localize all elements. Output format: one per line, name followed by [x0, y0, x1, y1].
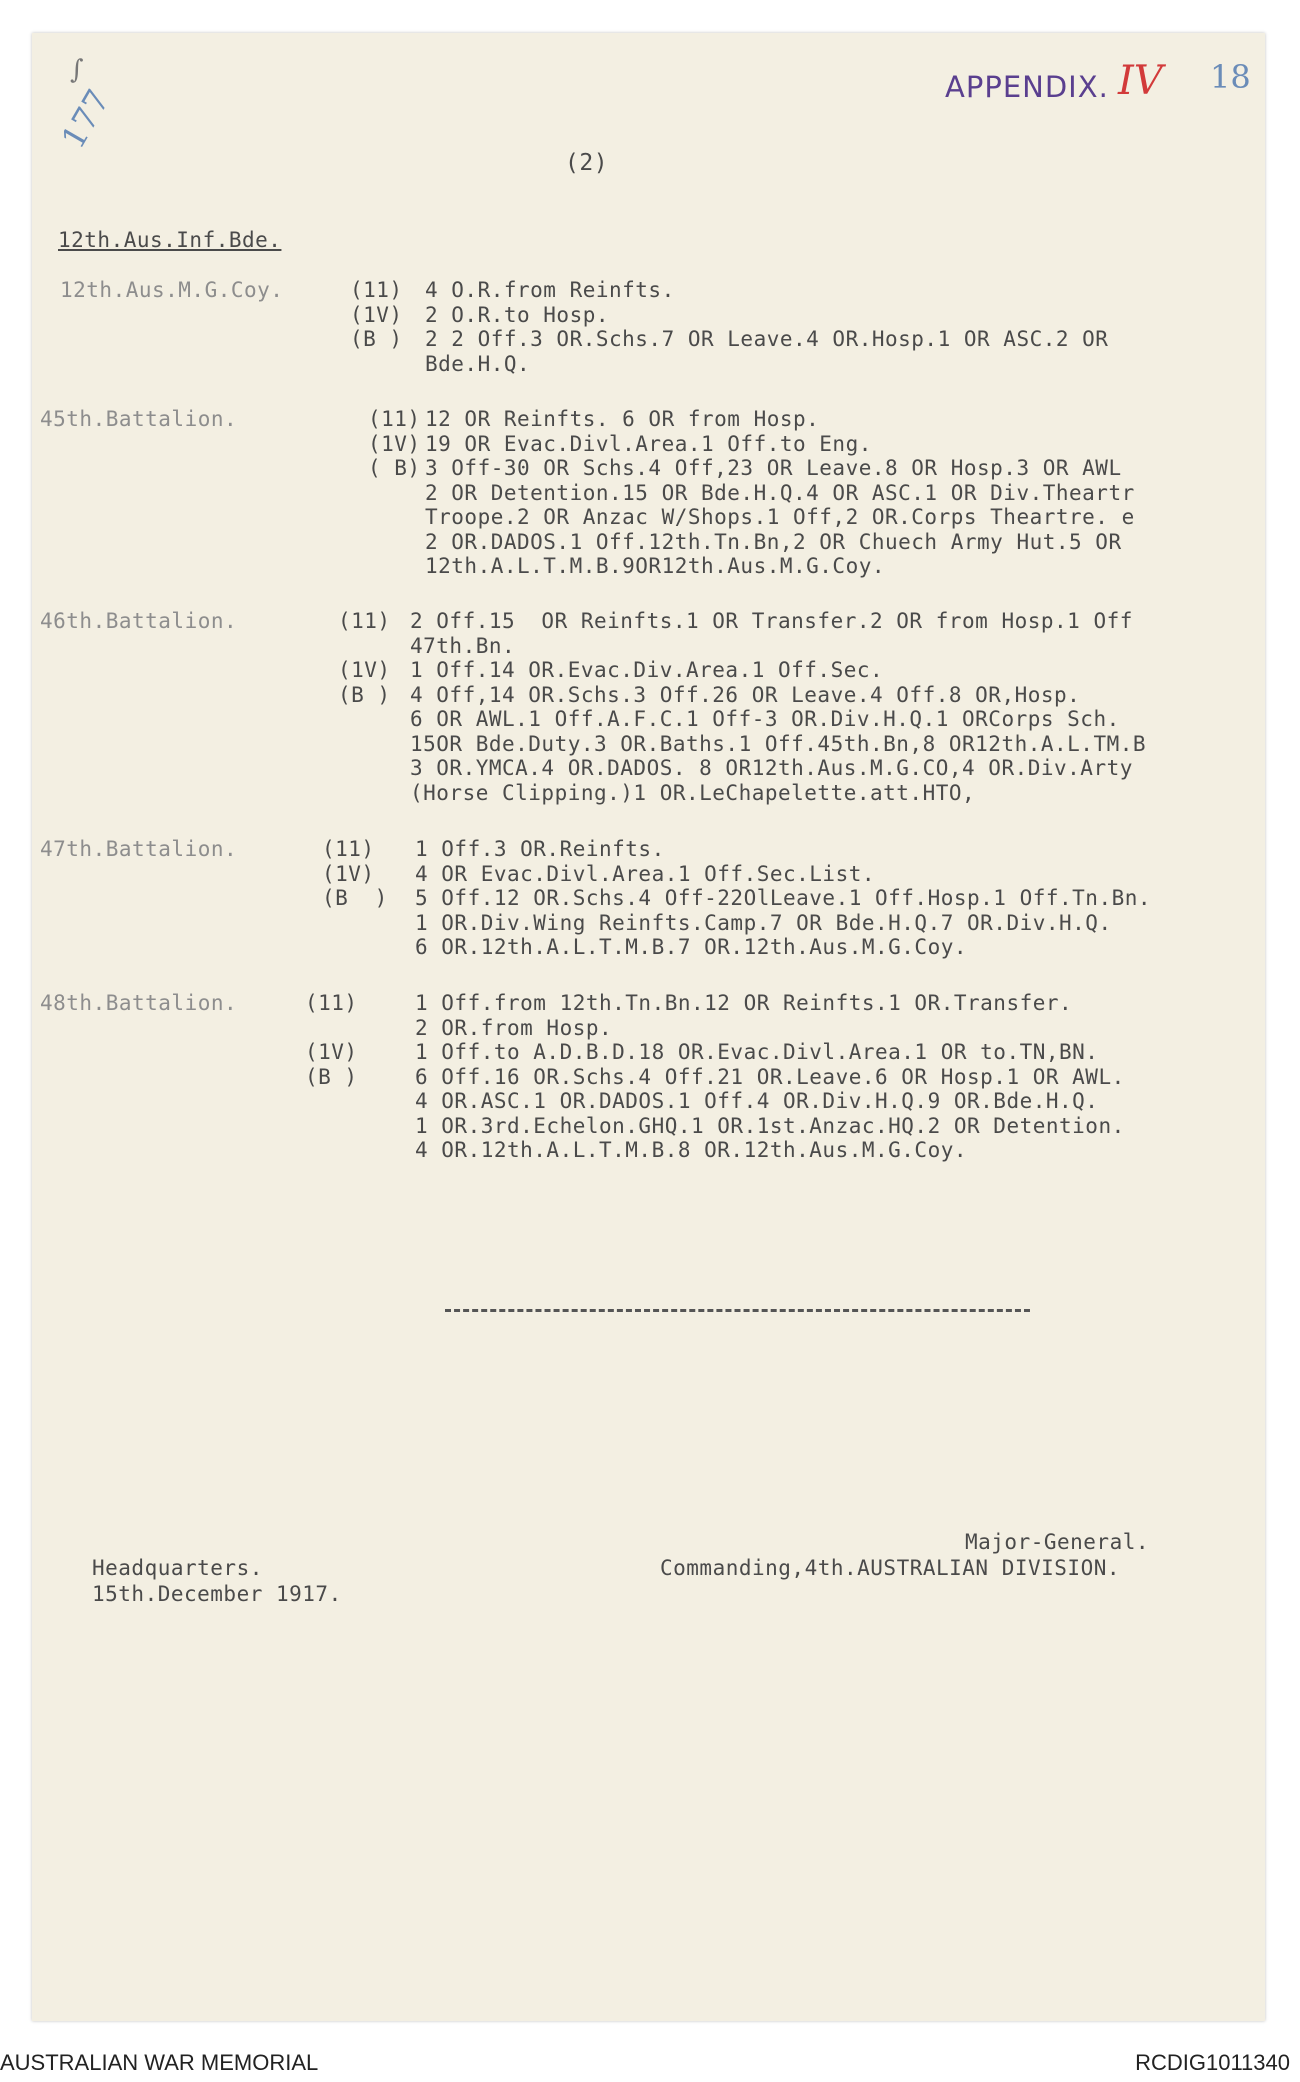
entry-text: 4 OR.ASC.1 OR.DADOS.1 Off.4 OR.Div.H.Q.9 OR.Bde.H.Q. [415, 1089, 1099, 1113]
entry-text: 47th.Bn. [410, 633, 516, 658]
entry-text: 15OR Bde.Duty.3 OR.Baths.1 Off.45th.Bn,8 OR12th.A.L.TM.B [410, 731, 1147, 756]
page-number: (2) [565, 150, 609, 176]
entry-code: (1V) [322, 861, 375, 886]
entry-text: 4 O.R.from Reinfts. [425, 278, 675, 302]
entry-text: 3 OR.YMCA.4 OR.DADOS. 8 OR12th.Aus.M.G.CO,4 OR.Div.Arty [410, 756, 1133, 780]
entry-code: (1V) [338, 658, 391, 682]
entry-text: 4 Off,14 OR.Schs.3 Off.26 OR Leave.4 Off.8 OR,Hosp. [410, 682, 1081, 707]
footer-institution: AUSTRALIAN WAR MEMORIAL [0, 2050, 319, 2075]
entry-text: (Horse Clipping.)1 OR.LeChapelette.att.HTO, [410, 780, 976, 805]
entry-code: (11) [322, 837, 375, 861]
entry-text: 2 OR.DADOS.1 Off.12th.Tn.Bn,2 OR Chuech Army Hut.5 OR [425, 529, 1122, 554]
entry-text: 4 OR.12th.A.L.T.M.B.8 OR.12th.Aus.M.G.Coy. [415, 1138, 968, 1162]
entry-text: 12th.A.L.T.M.B.9OR12th.Aus.M.G.Coy. [425, 554, 886, 578]
signature-right-2: Commanding,4th.AUSTRALIAN DIVISION. [660, 1556, 1121, 1580]
entry-text: Bde.H.Q. [425, 351, 531, 376]
divider-line [445, 1309, 1030, 1312]
entry-text: 5 Off.12 OR.Schs.4 Off-22OlLeave.1 Off.Hosp.1 Off.Tn.Bn. [415, 886, 1152, 910]
entry-text: 6 OR.12th.A.L.T.M.B.7 OR.12th.Aus.M.G.Coy. [415, 935, 968, 959]
entry-text: 19 OR Evac.Divl.Area.1 Off.to Eng. [425, 431, 872, 456]
brigade-heading: 12th.Aus.Inf.Bde. [58, 228, 282, 252]
entry-text: 1 Off.from 12th.Tn.Bn.12 OR Reinfts.1 OR.Transfer. [415, 991, 1073, 1015]
appendix-stamp: APPENDIX. [945, 70, 1109, 104]
signature-left-1: Headquarters. [92, 1556, 263, 1580]
entry-text: 4 OR Evac.Divl.Area.1 Off.Sec.List. [415, 861, 876, 886]
entry-code: (11) [350, 278, 403, 302]
entry-code: (1V) [305, 1040, 358, 1064]
entry-text: 1 Off.to A.D.B.D.18 OR.Evac.Divl.Area.1 OR to.TN,BN. [415, 1040, 1099, 1064]
appendix-numeral: IV [1118, 58, 1163, 104]
unit-name: 47th.Battalion. [40, 837, 238, 861]
entry-text: 1 Off.3 OR.Reinfts. [415, 837, 665, 861]
signature-right-1: Major-General. [965, 1530, 1150, 1554]
entry-code: ( B) [368, 456, 421, 480]
entry-code: (1V) [350, 302, 403, 327]
entry-text: 2 OR Detention.15 OR Bde.H.Q.4 OR ASC.1 OR Div.Theartr [425, 480, 1135, 505]
unit-name: 12th.Aus.M.G.Coy. [60, 278, 284, 302]
entry-code: (B ) [322, 886, 388, 910]
unit-name: 48th.Battalion. [40, 991, 238, 1015]
pencil-tick: ∫ [70, 55, 84, 85]
entry-code: (1V) [368, 431, 421, 456]
entry-code: (B ) [338, 682, 391, 707]
unit-name: 45th.Battalion. [40, 407, 238, 431]
entry-text: 1 Off.14 OR.Evac.Div.Area.1 Off.Sec. [410, 658, 884, 682]
entry-code: (11) [305, 991, 358, 1015]
entry-text: 2 O.R.to Hosp. [425, 302, 610, 327]
entry-text: 2 Off.15 OR Reinfts.1 OR Transfer.2 OR from Hosp.1 Off [410, 609, 1133, 633]
entry-text: 3 Off-30 OR Schs.4 Off,23 OR Leave.8 OR Hosp.3 OR AWL [425, 456, 1122, 480]
entry-code: (B ) [350, 327, 403, 351]
entry-text: 2 OR.from Hosp. [415, 1015, 613, 1040]
signature-left-2: 15th.December 1917. [92, 1582, 342, 1606]
entry-text: 6 OR AWL.1 Off.A.F.C.1 Off-3 OR.Div.H.Q.1 ORCorps Sch. [410, 707, 1120, 731]
entry-text: Troope.2 OR Anzac W/Shops.1 Off,2 OR.Corps Theartre. e [425, 505, 1135, 529]
entry-text: 1 OR.Div.Wing Reinfts.Camp.7 OR Bde.H.Q.7 OR.Div.H.Q. [415, 910, 1112, 935]
entry-text: 12 OR Reinfts. 6 OR from Hosp. [425, 407, 820, 431]
entry-text: 6 Off.16 OR.Schs.4 Off.21 OR.Leave.6 OR Hosp.1 OR AWL. [415, 1064, 1125, 1089]
entry-text: 2 2 Off.3 OR.Schs.7 OR Leave.4 OR.Hosp.1 OR ASC.2 OR [425, 327, 1109, 351]
entry-code: (11) [338, 609, 391, 633]
folio-number: 18 [1210, 58, 1251, 96]
unit-name: 46th.Battalion. [40, 609, 238, 633]
entry-code: (11) [368, 407, 421, 431]
entry-text: 1 OR.3rd.Echelon.GHQ.1 OR.1st.Anzac.HQ.2 OR Detention. [415, 1113, 1125, 1138]
pencil-number: 177 [53, 83, 118, 155]
entry-code: (B ) [305, 1064, 358, 1089]
footer-id: RCDIG1011340 [1135, 2050, 1290, 2075]
